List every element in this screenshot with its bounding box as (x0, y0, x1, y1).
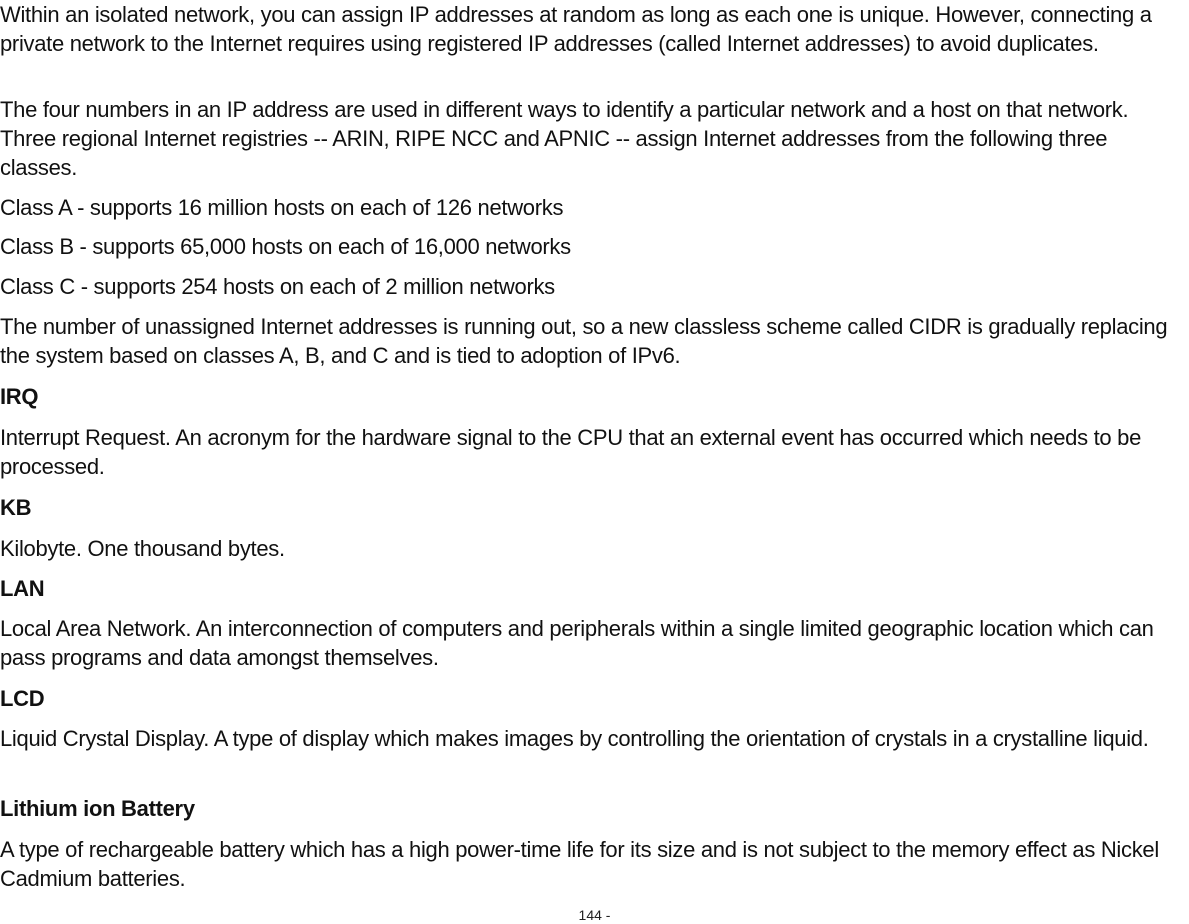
glossary-entry-lan (0, 574, 1189, 603)
page-number: 144 - (578, 907, 611, 923)
class-b-line (0, 232, 1189, 261)
glossary-definition: Kilobyte. One thousand bytes. (0, 536, 285, 561)
glossary-entry-lithium-ion-battery (0, 794, 1189, 823)
glossary-entry-lcd (0, 684, 1189, 713)
glossary-term: Lithium ion Battery (0, 796, 195, 821)
glossary-definition-irq (0, 423, 1189, 481)
intro-paragraph-2 (0, 95, 1189, 182)
cidr-paragraph (0, 312, 1189, 370)
glossary-term: KB (0, 495, 32, 520)
class-c-line (0, 272, 1189, 301)
glossary-definition: Interrupt Request. An acronym for the hardware signal to the CPU that an external event has occurred which needs to be processed. (0, 425, 1142, 479)
glossary-term: LAN (0, 576, 45, 601)
glossary-definition-lithium-ion-battery (0, 835, 1189, 893)
class-a-line (0, 193, 1189, 222)
intro-paragraph-1 (0, 0, 1189, 58)
paragraph-text: Class A - supports 16 million hosts on each of 126 networks (0, 195, 564, 220)
glossary-entry-kb (0, 493, 1189, 522)
glossary-definition-lan (0, 614, 1189, 672)
glossary-definition: A type of rechargeable battery which has a high power-time life for its size and is not subject to the memory effect as Nickel Cadmium batteries. (0, 837, 1159, 891)
glossary-entry-irq (0, 382, 1189, 411)
paragraph-text: Class B - supports 65,000 hosts on each of 16,000 networks (0, 234, 571, 259)
paragraph-text: The four numbers in an IP address are used in different ways to identify a particular network and a host on that network. Three regional Internet registries -- ARIN, RIPE NCC and APNIC -- assign Internet addresses from the following three classes. (0, 97, 1129, 180)
paragraph-text: Within an isolated network, you can assign IP addresses at random as long as each one is unique. However, connecting a private network to the Internet requires using registered IP addresses (called Internet addresses) to avoid duplicates. (0, 2, 1152, 56)
glossary-definition-lcd (0, 724, 1189, 753)
glossary-term: IRQ (0, 384, 39, 409)
paragraph-text: Class C - supports 254 hosts on each of 2 million networks (0, 274, 555, 299)
glossary-definition-kb (0, 534, 1189, 563)
glossary-definition: Local Area Network. An interconnection of computers and peripherals within a single limited geographic location which can pass programs and data amongst themselves. (0, 616, 1154, 670)
paragraph-text: The number of unassigned Internet addresses is running out, so a new classless scheme called CIDR is gradually replacing the system based on classes A, B, and C and is tied to adoption of IPv6. (0, 314, 1168, 368)
glossary-term: LCD (0, 686, 45, 711)
glossary-definition: Liquid Crystal Display. A type of display which makes images by controlling the orientation of crystals in a crystalline liquid. (0, 726, 1149, 751)
